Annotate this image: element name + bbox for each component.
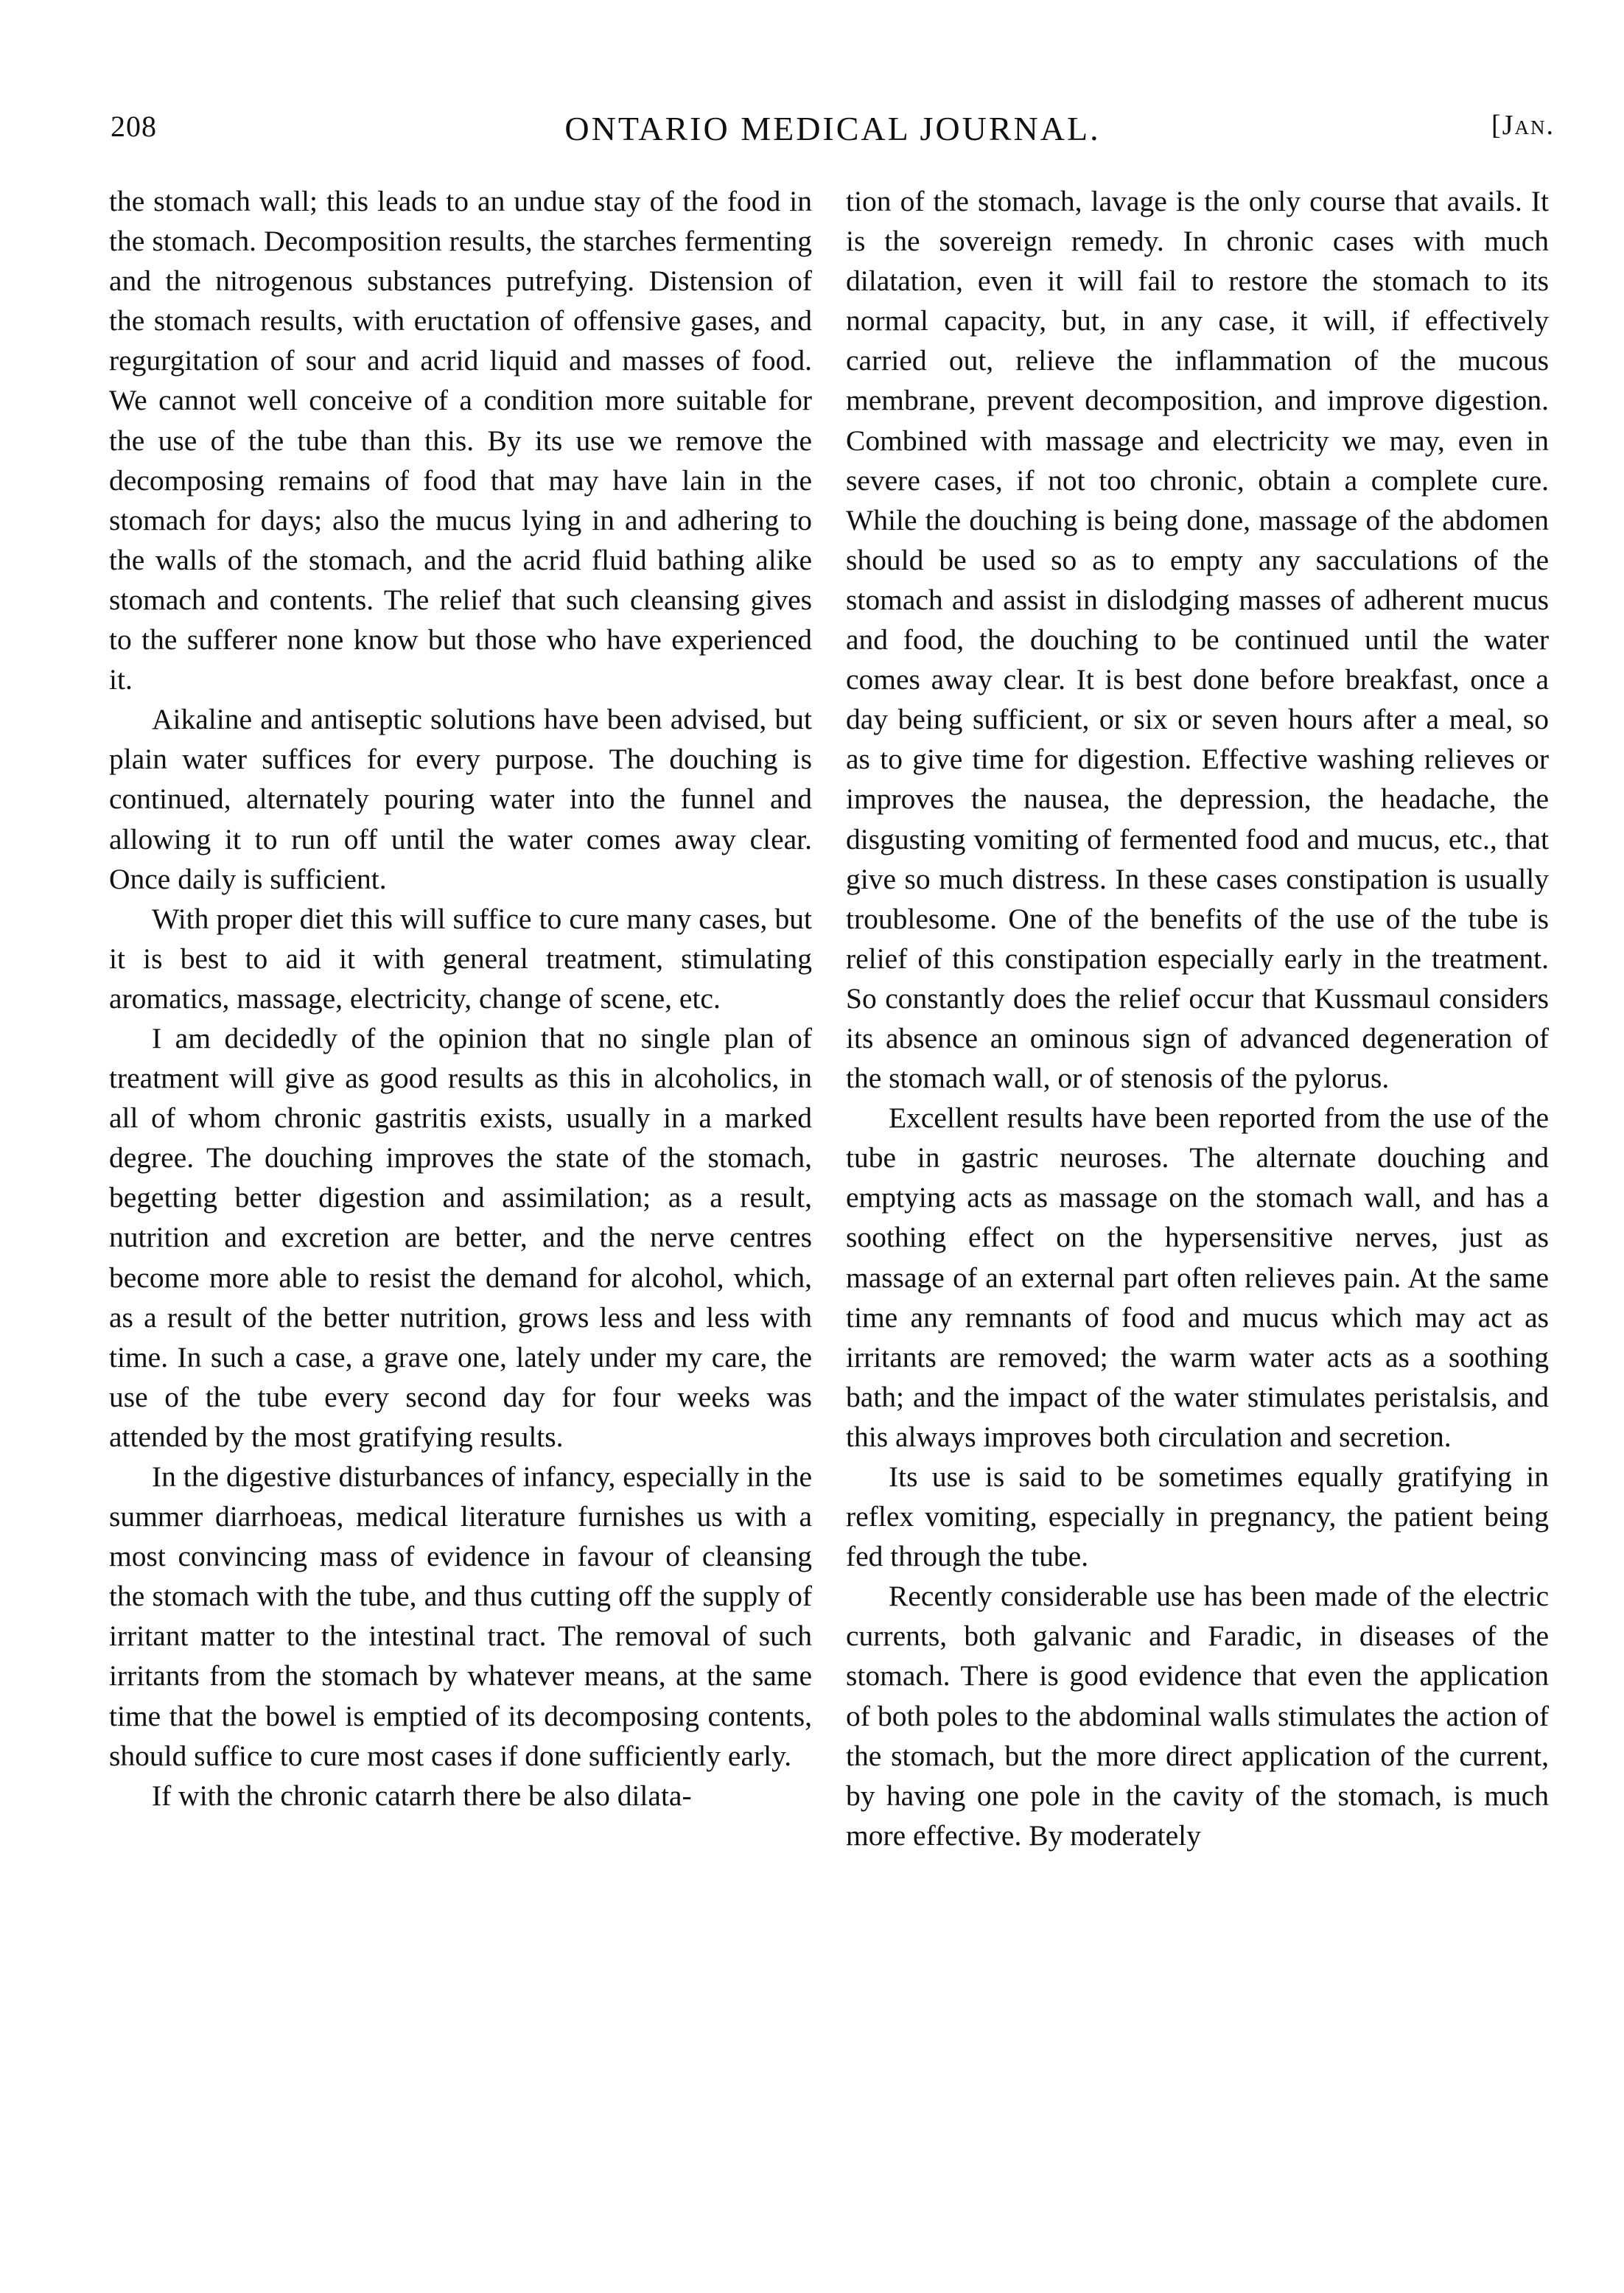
left-column [109,181,812,1816]
paragraph: tion of the stomach, lavage is the only course that avails. It is the sovereign remedy. In chronic cases with much dilatation, even it will fail to restore the stomach to its normal capacity, but, in any case, it will, if effectively carried out, relieve the inflammation of the mucous membrane, prevent decomposition, and improve digestion. Combined with massage and electricity we may, even in severe cases, if not too chronic, obtain a complete cure. While the douching is being done, massage of the abdomen should be used so as to empty any sacculations of the stomach and assist in dislodging masses of adherent mucus and food, the douching to be continued until the water comes away clear. It is best done before breakfast, once a day being sufficient, or six or seven hours after a meal, so as to give time for digestion. Effective washing relieves or improves the nausea, the depression, the headache, the disgusting vomiting of fermented food and mucus, etc., that give so much distress. In these cases constipation is usually troublesome. One of the benefits of the use of the tube is relief of this constipation especially early in the treatment. So constantly does the relief occur that Kussmaul considers its absence an ominous sign of advanced degeneration of the stomach wall, or of stenosis of the pylorus. [846,185,1549,1095]
right-column [846,181,1549,1855]
paragraph: the stomach wall; this leads to an undue stay of the food in the stomach. Decomposition results, the starches fermenting and the nitrogenous substances putrefying. Distension of the stomach results, with eructation of offensive gases, and regurgitation of sour and acrid liquid and masses of food. We cannot well conceive of a condition more suitable for the use of the tube than this. By its use we remove the decomposing remains of food that may have lain in the stomach for days; also the mucus lying in and adhering to the walls of the stomach, and the acrid fluid bathing alike stomach and contents. The relief that such cleansing gives to the sufferer none know but those who have experienced it. [109,185,812,696]
paragraph: I am decidedly of the opinion that no single plan of treatment will give as good results as this in alcoholics, in all of whom chronic gastritis exists, usually in a marked degree. The douching improves the state of the stomach, begetting better digestion and assimilation; as a result, nutrition and excretion are better, and the nerve centres become more able to resist the demand for alcohol, which, as a result of the better nutrition, grows less and less with time. In such a case, a grave one, lately under my care, the use of the tube every second day for four weeks was attended by the most gratifying results. [109,1021,812,1453]
paragraph: In the digestive disturbances of infancy, especially in the summer diarrhoeas, medical literature furnishes us with a most convincing mass of evidence in favour of cleansing the stomach with the tube, and thus cutting off the supply of irritant matter to the intestinal tract. The removal of such irritants from the stomach by whatever means, at the same time that the bowel is emptied of its decomposing contents, should suffice to cure most cases if done sufficiently early. [109,1460,812,1772]
paragraph: If with the chronic catarrh there be also dilata- [152,1779,692,1812]
issue-month: [Jan. [1491,110,1555,141]
paragraph: Excellent results have been reported from the use of the tube in gastric neuroses. The alternate douching and emptying acts as massage on the stomach wall, and has a soothing effect on the hypersensitive nerves, just as massage of an external part often relieves pain. At the same time any remnants of food and mucus which may act as irritants are removed; the warm water acts as a soothing bath; and the impact of the water stimulates peristalsis, and this always improves both circulation and secretion. [846,1102,1549,1453]
paragraph: Recently considerable use has been made of the electric currents, both galvanic and Faradic, in diseases of the stomach. There is good evidence that even the application of both poles to the abdominal walls stimulates the action of the stomach, but the more direct application of the current, by having one pole in the cavity of the stomach, is much more effective. By moderately [846,1580,1549,1852]
page-number: 208 [111,110,157,143]
paragraph: Aikaline and antiseptic solutions have been advised, but plain water suffices for every purpose. The douching is continued, alternately pouring water into the funnel and allowing it to run off until the water comes away clear. Once daily is sufficient. [109,703,812,895]
paragraph: Its use is said to be sometimes equally gratifying in reflex vomiting, especially in pregnancy, the patient being fed through the tube. [846,1460,1549,1573]
journal-title: ONTARIO MEDICAL JOURNAL. [564,110,1101,147]
paragraph: With proper diet this will suffice to cure many cases, but it is best to aid it with general treatment, stimulating aromatics, massage, electricity, change of scene, etc. [109,902,812,1015]
running-header [111,109,1555,161]
